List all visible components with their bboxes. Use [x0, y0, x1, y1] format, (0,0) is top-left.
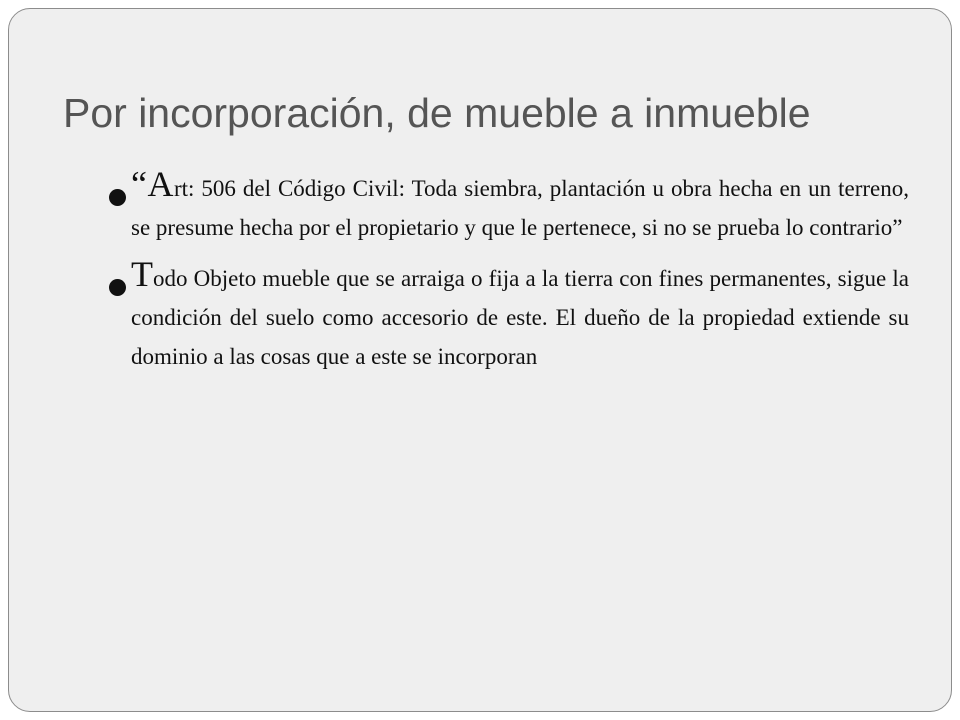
- bullet-item-article-506: [109, 164, 909, 247]
- bullet-icon: [109, 279, 126, 296]
- bullet-icon: [109, 189, 126, 206]
- slide-title: Por incorporación, de mueble a inmueble: [63, 90, 811, 136]
- bullet-lead-letter: T: [131, 254, 153, 294]
- bullet-list: [109, 164, 909, 376]
- bullet-item-objeto-mueble: [109, 254, 909, 376]
- bullet-text: rt: 506 del Código Civil: Toda siembra, plantación u obra hecha en un terreno, se presume hecha por el propietario y que le pertenece, si no se prueba lo contrario”: [131, 176, 909, 240]
- bullet-text: odo Objeto mueble que se arraiga o fija a la tierra con fines permanentes, sigue la condición del suelo como accesorio de este. El dueño de la propiedad extiende su dominio a las cosas que a este se incorporan: [131, 266, 909, 369]
- bullet-lead-letter: “A: [131, 164, 174, 204]
- slide: [8, 8, 952, 712]
